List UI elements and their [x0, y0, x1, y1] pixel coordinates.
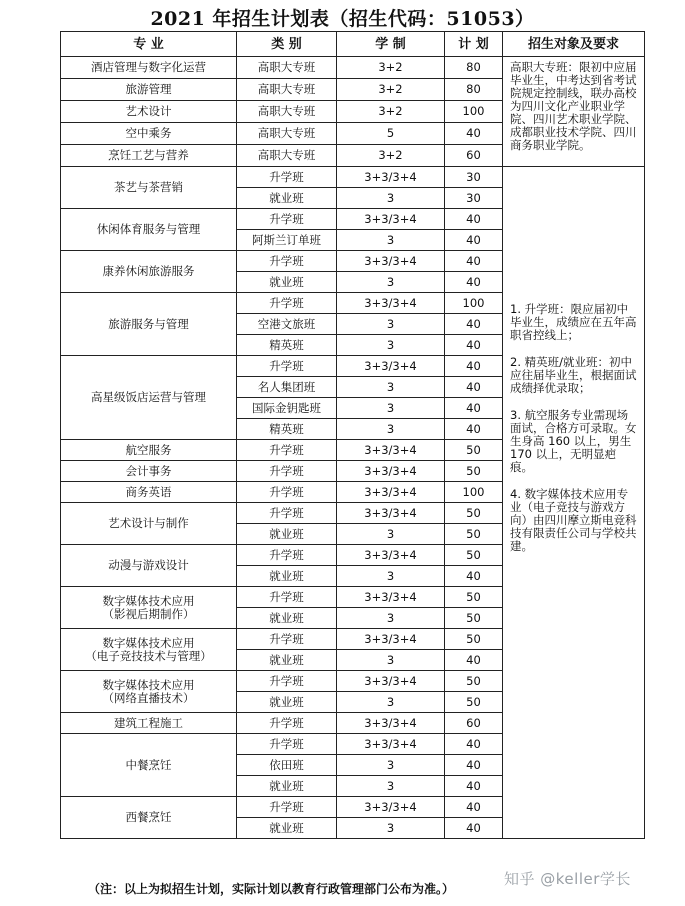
requirement-item: 4. 数字媒体技术应用专业（电子竞技与游戏方向）由四川摩立斯电竞科技有限责任公司与学校共建。	[510, 487, 637, 553]
years-cell: 3+3/3+4	[337, 251, 445, 272]
requirements-vocational: 高职大专班：限初中应届毕业生，中考达到省考试院规定控制线，联办高校为四川文化产业职业学院、四川艺术职业学院、成都职业技术学院、四川商务职业学院。	[503, 57, 645, 167]
plan-cell: 40	[445, 734, 503, 755]
years-cell: 3+3/3+4	[337, 797, 445, 818]
type-cell: 升学班	[237, 629, 337, 650]
years-cell: 3	[337, 188, 445, 209]
major-cell: 旅游服务与管理	[61, 293, 237, 356]
years-cell: 3+3/3+4	[337, 713, 445, 734]
plan-cell: 40	[445, 335, 503, 356]
type-cell: 升学班	[237, 167, 337, 188]
years-cell: 3+3/3+4	[337, 356, 445, 377]
zhihu-watermark: 知乎 @keller学长	[504, 870, 631, 888]
plan-cell: 40	[445, 209, 503, 230]
major-cell: 航空服务	[61, 440, 237, 461]
plan-cell: 50	[445, 587, 503, 608]
years-cell: 3	[337, 650, 445, 671]
years-cell: 3	[337, 398, 445, 419]
type-cell: 名人集团班	[237, 377, 337, 398]
plan-cell: 50	[445, 440, 503, 461]
enrollment-plan-table	[60, 31, 645, 839]
type-cell: 就业班	[237, 776, 337, 797]
years-cell: 3+3/3+4	[337, 734, 445, 755]
years-cell: 3	[337, 314, 445, 335]
years-cell: 3+3/3+4	[337, 461, 445, 482]
major-cell	[61, 629, 237, 671]
years-cell: 3+3/3+4	[337, 209, 445, 230]
requirement-item: 2. 精英班/就业班：初中应往届毕业生，根据面试成绩择优录取；	[510, 355, 637, 395]
table-row	[61, 57, 645, 79]
years-cell: 3+3/3+4	[337, 503, 445, 524]
years-cell: 3+2	[337, 101, 445, 123]
plan-cell: 60	[445, 713, 503, 734]
major-cell: 建筑工程施工	[61, 713, 237, 734]
plan-cell: 100	[445, 482, 503, 503]
type-cell: 就业班	[237, 818, 337, 839]
years-cell: 3	[337, 335, 445, 356]
major-cell: 烹饪工艺与营养	[61, 145, 237, 167]
footnote: （注：以上为拟招生计划，实际计划以教育行政管理部门公布为准。）	[88, 882, 455, 896]
plan-cell: 40	[445, 797, 503, 818]
major-cell: 空中乘务	[61, 123, 237, 145]
years-cell: 3	[337, 272, 445, 293]
type-cell: 高职大专班	[237, 57, 337, 79]
type-cell: 升学班	[237, 461, 337, 482]
years-cell: 3+3/3+4	[337, 587, 445, 608]
type-cell: 就业班	[237, 566, 337, 587]
plan-cell: 50	[445, 461, 503, 482]
requirement-item: 3. 航空服务专业需现场面试，合格方可录取。女生身高 160 以上，男生 170 以上，无明显疤痕。	[510, 408, 637, 474]
plan-cell: 40	[445, 356, 503, 377]
years-cell: 3	[337, 776, 445, 797]
type-cell: 就业班	[237, 524, 337, 545]
type-cell: 升学班	[237, 356, 337, 377]
plan-cell: 40	[445, 123, 503, 145]
plan-cell: 80	[445, 79, 503, 101]
years-cell: 3+3/3+4	[337, 482, 445, 503]
major-cell: 休闲体育服务与管理	[61, 209, 237, 251]
plan-cell: 60	[445, 145, 503, 167]
years-cell: 3	[337, 230, 445, 251]
type-cell: 升学班	[237, 545, 337, 566]
years-cell: 3+2	[337, 79, 445, 101]
type-cell: 精英班	[237, 419, 337, 440]
years-cell: 3+3/3+4	[337, 167, 445, 188]
years-cell: 3	[337, 818, 445, 839]
plan-cell: 40	[445, 314, 503, 335]
plan-cell: 50	[445, 692, 503, 713]
type-cell: 高职大专班	[237, 145, 337, 167]
header-plan: 计 划	[445, 32, 503, 57]
plan-cell: 30	[445, 188, 503, 209]
years-cell: 3	[337, 419, 445, 440]
years-cell: 3	[337, 692, 445, 713]
plan-cell: 50	[445, 629, 503, 650]
major-cell: 商务英语	[61, 482, 237, 503]
type-cell: 升学班	[237, 713, 337, 734]
requirements-general	[503, 167, 645, 839]
major-cell: 茶艺与茶营销	[61, 167, 237, 209]
major-direction: （电子竞技技术与管理）	[85, 648, 212, 663]
years-cell: 3	[337, 524, 445, 545]
type-cell: 升学班	[237, 734, 337, 755]
major-direction: （网络直播技术）	[102, 690, 195, 705]
plan-cell: 40	[445, 755, 503, 776]
plan-cell: 40	[445, 377, 503, 398]
years-cell: 5	[337, 123, 445, 145]
plan-cell: 40	[445, 272, 503, 293]
years-cell: 3+2	[337, 145, 445, 167]
major-cell: 动漫与游戏设计	[61, 545, 237, 587]
plan-cell: 80	[445, 57, 503, 79]
years-cell: 3+3/3+4	[337, 671, 445, 692]
type-cell: 国际金钥匙班	[237, 398, 337, 419]
type-cell: 就业班	[237, 272, 337, 293]
type-cell: 就业班	[237, 608, 337, 629]
type-cell: 升学班	[237, 440, 337, 461]
type-cell: 高职大专班	[237, 101, 337, 123]
major-cell	[61, 587, 237, 629]
major-cell: 艺术设计与制作	[61, 503, 237, 545]
years-cell: 3+2	[337, 57, 445, 79]
major-cell: 旅游管理	[61, 79, 237, 101]
type-cell: 精英班	[237, 335, 337, 356]
years-cell: 3	[337, 608, 445, 629]
major-name: 数字媒体技术应用	[102, 593, 195, 608]
major-name: 数字媒体技术应用	[102, 635, 195, 650]
type-cell: 就业班	[237, 692, 337, 713]
plan-cell: 30	[445, 167, 503, 188]
major-cell: 会计事务	[61, 461, 237, 482]
plan-cell: 50	[445, 671, 503, 692]
type-cell: 升学班	[237, 251, 337, 272]
type-cell: 升学班	[237, 671, 337, 692]
type-cell: 阿斯兰订单班	[237, 230, 337, 251]
major-direction: （影视后期制作）	[102, 606, 195, 621]
type-cell: 高职大专班	[237, 123, 337, 145]
page-title: 2021 年招生计划表（招生代码：51053）	[150, 8, 535, 30]
plan-cell: 100	[445, 293, 503, 314]
years-cell: 3+3/3+4	[337, 440, 445, 461]
years-cell: 3	[337, 377, 445, 398]
type-cell: 就业班	[237, 650, 337, 671]
type-cell: 升学班	[237, 797, 337, 818]
plan-cell: 40	[445, 818, 503, 839]
type-cell: 升学班	[237, 482, 337, 503]
major-cell: 高星级饭店运营与管理	[61, 356, 237, 440]
plan-cell: 40	[445, 398, 503, 419]
plan-cell: 40	[445, 230, 503, 251]
header-type: 类 别	[237, 32, 337, 57]
type-cell: 依田班	[237, 755, 337, 776]
plan-cell: 50	[445, 608, 503, 629]
type-cell: 高职大专班	[237, 79, 337, 101]
major-cell: 西餐烹饪	[61, 797, 237, 839]
type-cell: 空港文旅班	[237, 314, 337, 335]
plan-cell: 40	[445, 776, 503, 797]
major-name: 数字媒体技术应用	[102, 677, 195, 692]
plan-cell: 50	[445, 524, 503, 545]
major-cell: 康养休闲旅游服务	[61, 251, 237, 293]
type-cell: 升学班	[237, 209, 337, 230]
major-cell: 艺术设计	[61, 101, 237, 123]
table-row	[61, 167, 645, 188]
plan-cell: 100	[445, 101, 503, 123]
major-cell: 酒店管理与数字化运营	[61, 57, 237, 79]
requirement-item: 1. 升学班：限应届初中毕业生，成绩应在五年高职省控线上；	[510, 302, 637, 342]
years-cell: 3+3/3+4	[337, 545, 445, 566]
plan-cell: 40	[445, 251, 503, 272]
header-major: 专 业	[61, 32, 237, 57]
table-header-row	[61, 32, 645, 57]
plan-cell: 40	[445, 566, 503, 587]
header-years: 学 制	[337, 32, 445, 57]
years-cell: 3	[337, 755, 445, 776]
type-cell: 升学班	[237, 587, 337, 608]
years-cell: 3+3/3+4	[337, 293, 445, 314]
type-cell: 就业班	[237, 188, 337, 209]
years-cell: 3	[337, 566, 445, 587]
major-cell	[61, 671, 237, 713]
plan-cell: 50	[445, 503, 503, 524]
plan-cell: 40	[445, 650, 503, 671]
plan-cell: 40	[445, 419, 503, 440]
type-cell: 升学班	[237, 503, 337, 524]
header-requirements: 招生对象及要求	[503, 32, 645, 57]
major-cell: 中餐烹饪	[61, 734, 237, 797]
plan-cell: 50	[445, 545, 503, 566]
years-cell: 3+3/3+4	[337, 629, 445, 650]
type-cell: 升学班	[237, 293, 337, 314]
